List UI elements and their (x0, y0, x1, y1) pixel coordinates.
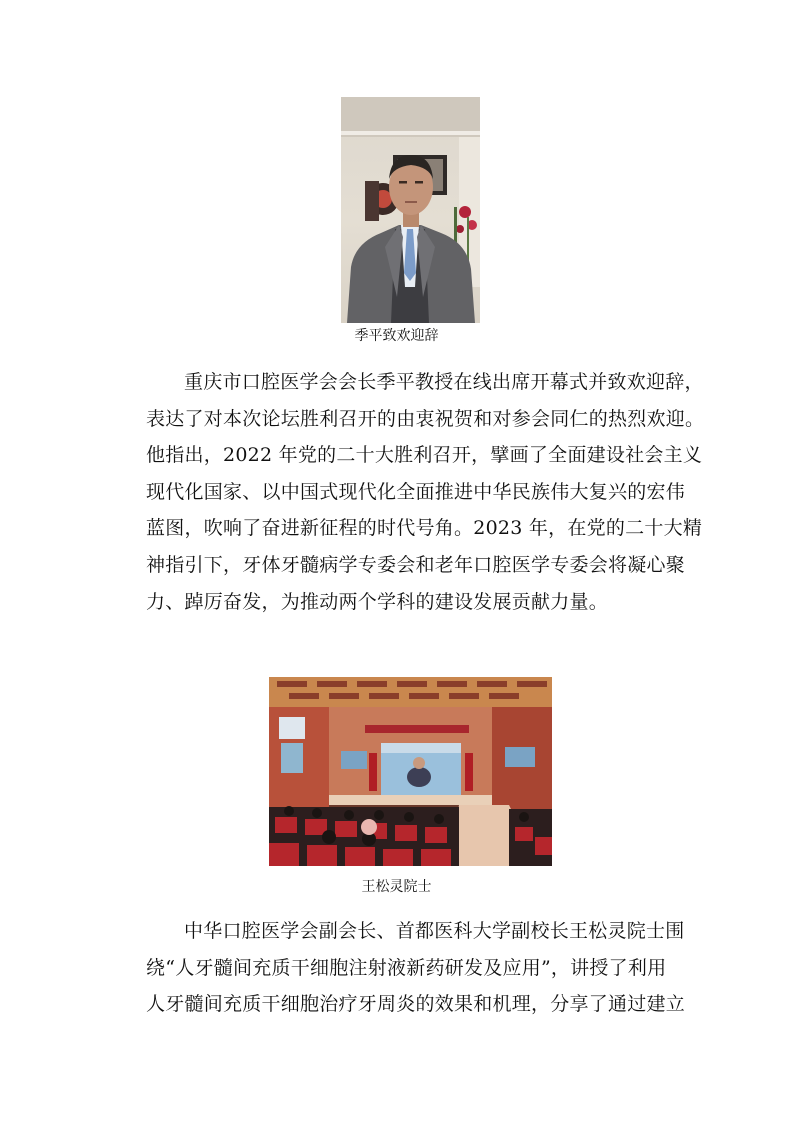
paragraph-line: 人牙髓间充质干细胞治疗牙周炎的效果和机理，分享了通过建立 (146, 993, 686, 1016)
figure-caption: 季平致欢迎辞 (354, 328, 439, 344)
speaker-portrait-photo (341, 97, 480, 323)
auditorium-photo (269, 677, 552, 866)
paragraph-line: 他指出，2022 年党的二十大胜利召开，擘画了全面建设社会主义 (146, 444, 703, 467)
paragraph-line: 现代化国家、以中国式现代化全面推进中华民族伟大复兴的宏伟 (146, 480, 686, 503)
paragraph-line: 重庆市口腔医学会会长季平教授在线出席开幕式并致欢迎辞， (184, 371, 704, 393)
paragraph-line: 中华口腔医学会副会长、首都医科大学副校长王松灵院士围 (184, 920, 685, 942)
paragraph-line: 表达了对本次论坛胜利召开的由衷祝贺和对参会同仁的热烈欢迎。 (146, 407, 705, 430)
paragraph-line: 力、踔厉奋发，为推动两个学科的建设发展贡献力量。 (146, 590, 609, 613)
paragraph-line: 神指引下，牙体牙髓病学专委会和老年口腔医学专委会将凝心聚 (146, 553, 686, 576)
body-paragraph (146, 364, 705, 620)
body-paragraph (146, 913, 686, 1023)
paragraph-line: 绕“人牙髓间充质干细胞注射液新药研发及应用”，讲授了利用 (146, 956, 667, 979)
paragraph-line: 蓝图，吹响了奋进新征程的时代号角。2023 年，在党的二十大精 (146, 517, 703, 540)
figure-caption: 王松灵院士 (361, 879, 432, 895)
